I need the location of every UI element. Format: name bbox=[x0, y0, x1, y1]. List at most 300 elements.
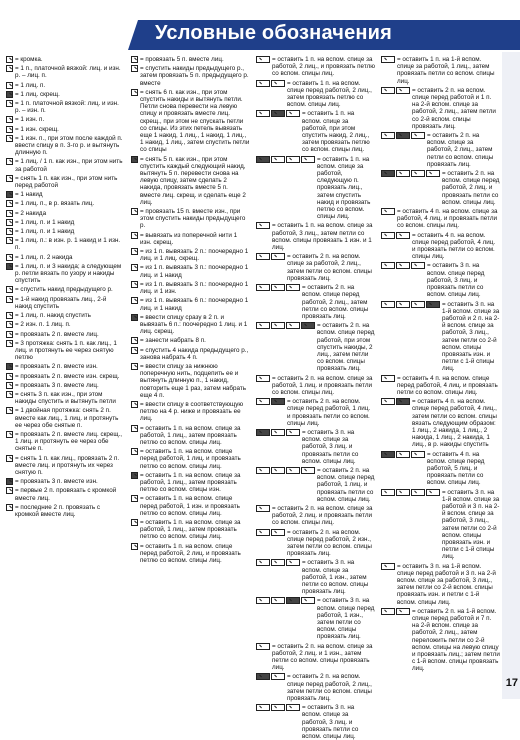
stitch-cell-icon bbox=[256, 110, 270, 117]
legend-entry bbox=[131, 56, 250, 63]
legend-entry-text: = оставить 3 п. на вспом. спице перед работой, 1 изн., затем петли со вспом. спицы провязать лиц. bbox=[317, 597, 375, 641]
legend-entry bbox=[6, 391, 125, 405]
stitch-symbol-icon bbox=[256, 467, 315, 474]
stitch-symbol-icon bbox=[381, 232, 410, 239]
legend-entry-text: = из 1 п. вывязать 6 п.: поочередно 1 лиц. и 1 накид bbox=[140, 297, 249, 312]
stitch-cell-icon bbox=[6, 237, 13, 244]
legend-entry-text: = 1 лиц. п. bbox=[15, 81, 46, 89]
legend-entry bbox=[6, 504, 125, 518]
legend-entry-text: = из 1 п. вывязать 3 п.: поочередно 1 лиц. и 1 накид bbox=[140, 264, 249, 279]
stitch-cell-icon bbox=[301, 467, 315, 474]
stitch-cell-icon bbox=[286, 704, 300, 711]
legend-entry-text: = ввести спицу в соответствующую петлю на 4 р. ниже и провязать ее лиц. bbox=[140, 400, 244, 423]
stitch-cell-icon bbox=[256, 398, 270, 405]
legend-entry bbox=[256, 673, 375, 702]
legend-entry-text: = 3 протяжка: снять 1 п. как лиц., 1 лиц. и протянуть ее через снятую петлю bbox=[15, 339, 117, 362]
stitch-symbol-icon bbox=[381, 563, 395, 570]
legend-entry bbox=[131, 156, 250, 206]
stitch-symbol-icon bbox=[6, 116, 13, 123]
stitch-cell-icon bbox=[6, 431, 13, 438]
stitch-cell-icon bbox=[6, 210, 13, 217]
legend-entry-text: = оставить 4 п. на вспом. спице перед работой, 4 лиц., затем петли со вспом. спицы вязать следующим образом: 1 лиц., 2 накида, 1 лиц., 2 накида, 1 лиц., 2 накида, 1 лиц., в р. накиды спустить bbox=[412, 398, 497, 449]
stitch-cell-icon bbox=[396, 87, 410, 94]
stitch-cell-icon bbox=[396, 232, 410, 239]
legend-entry-text: = последние 2 п. провязать с кромкой вместе лиц. bbox=[15, 503, 101, 518]
legend-entry bbox=[6, 340, 125, 362]
stitch-cell-icon bbox=[256, 559, 270, 566]
stitch-cell-icon bbox=[131, 281, 138, 288]
legend-entry-text: = оставить 3 п. на 1-й вспом. спице за работой и 2 п. на 2-й вспом. спице за работой, 3 лиц., затем петли со 2-й вспом. спицы провязать изн. и петли с 1-й спицы лиц. bbox=[442, 300, 500, 373]
stitch-symbol-icon bbox=[6, 373, 13, 380]
stitch-symbol-icon bbox=[256, 284, 300, 291]
stitch-cell-icon bbox=[271, 597, 285, 604]
stitch-symbol-icon bbox=[6, 312, 13, 319]
legend-entry-text: = 1 п., платочной вязкой: лиц. и изн. р. – лиц. п. bbox=[15, 65, 121, 80]
stitch-symbol-icon bbox=[381, 375, 395, 382]
stitch-cell-icon bbox=[301, 156, 315, 163]
stitch-symbol-icon bbox=[256, 110, 300, 117]
legend-entry-text: = занести набрать 8 п. bbox=[140, 337, 206, 345]
stitch-symbol-icon bbox=[256, 375, 270, 382]
legend-entry bbox=[381, 489, 500, 561]
stitch-cell-icon bbox=[6, 175, 13, 182]
legend-entry bbox=[381, 56, 500, 85]
stitch-cell-icon bbox=[396, 262, 410, 269]
legend-entry bbox=[256, 597, 375, 640]
stitch-cell-icon bbox=[6, 382, 13, 389]
legend-entry bbox=[256, 156, 375, 221]
legend-entry bbox=[256, 110, 375, 153]
legend-entry bbox=[381, 208, 500, 230]
legend-entry-text: = оставить 4 п. на вспом. спице перед работой, 4 лиц. и провязать петли со вспом. спицы лиц. bbox=[397, 374, 498, 396]
stitch-symbol-icon bbox=[6, 65, 13, 72]
stitch-cell-icon bbox=[6, 135, 13, 142]
legend-entry bbox=[131, 363, 250, 399]
stitch-cell-icon bbox=[396, 608, 410, 615]
stitch-symbol-icon bbox=[131, 264, 138, 271]
legend-column-4 bbox=[381, 56, 500, 696]
legend-entry-text: = оставить 3 п. на вспом. спице за работой, 1 изн., затем петли со вспом. спицы провязать лиц. bbox=[302, 559, 369, 596]
legend-entry-text: = оставить 4 п. на вспом. спице перед работой, 4 лиц. и провязать петли со вспом. спицы лиц. bbox=[412, 231, 496, 261]
stitch-symbol-icon bbox=[381, 132, 425, 139]
legend-entry bbox=[131, 297, 250, 311]
legend-entry-text: = спустить накид предыдущего р. bbox=[15, 286, 113, 294]
legend-entry bbox=[6, 200, 125, 207]
stitch-cell-icon bbox=[6, 296, 13, 303]
legend-entry-text: = оставить 2 п. на вспом. спице за работой, 2 лиц. и 1 изн., затем петли со вспом. спицы провязать лиц. bbox=[272, 642, 373, 672]
stitch-symbol-icon bbox=[256, 222, 270, 229]
legend-entry-text: = оставить 2 п. на вспом. спице перед работой, при этом спустить накиды, 2 лиц., затем петли со вспом. спицы провязать лиц. bbox=[317, 322, 375, 373]
stitch-cell-icon bbox=[256, 284, 270, 291]
stitch-symbol-icon bbox=[6, 382, 13, 389]
legend-entry-text: = провязать 3 п. вместе лиц. bbox=[15, 381, 99, 389]
legend-entry-text: = снять 1 п. как лиц., провязать 2 п. вместе лиц. и протянуть их через снятую п. bbox=[15, 454, 120, 476]
legend-entry bbox=[6, 82, 125, 89]
stitch-cell-icon bbox=[6, 126, 13, 133]
legend-entry-text: = 2 изн. п. 1 лиц. п. bbox=[15, 321, 71, 329]
legend-entry-text: = оставить 1 п. на вспом. спице за работой, 2 лиц., и провязать петлю со вспом. спицы лиц. bbox=[272, 56, 375, 78]
legend-entry-text: = оставить 3 п. на вспом. спице за работой, 3 лиц. и провязать петли со вспом. спицы лиц. bbox=[302, 704, 359, 740]
legend-entry bbox=[256, 529, 375, 558]
page-sidebar bbox=[502, 52, 520, 699]
stitch-symbol-icon bbox=[256, 253, 285, 260]
stitch-symbol-icon bbox=[6, 237, 13, 244]
legend-entry bbox=[6, 210, 125, 217]
legend-entry-text: = 2 накида bbox=[15, 209, 47, 217]
stitch-symbol-icon bbox=[6, 191, 13, 198]
legend-entry-text: = оставить 1 п. на 1-й вспом. спице за работой, 1 лиц., затем провязать петли со вспом. спицы лиц. bbox=[397, 56, 495, 85]
stitch-cell-icon bbox=[256, 643, 270, 650]
stitch-cell-icon bbox=[396, 301, 410, 308]
legend-entry bbox=[131, 347, 250, 361]
stitch-cell-icon bbox=[381, 170, 395, 177]
stitch-symbol-icon bbox=[131, 297, 138, 304]
legend-content bbox=[6, 56, 500, 740]
legend-entry bbox=[131, 264, 250, 278]
legend-entry bbox=[6, 191, 125, 198]
stitch-symbol-icon bbox=[381, 489, 440, 496]
stitch-cell-icon bbox=[426, 489, 440, 496]
legend-entry bbox=[6, 100, 125, 114]
legend-entry bbox=[6, 321, 125, 328]
legend-entry-text: = ввести спицу за нижнюю поперечную нить, подцепить ее и вытянуть длинную п., 1 накид, повторить еще 1 раз, затем набрать еще 4 п. bbox=[140, 362, 247, 399]
stitch-cell-icon bbox=[6, 91, 13, 98]
legend-entry-text: = кромка. bbox=[15, 56, 43, 63]
legend-entry-text: = 1 лиц. п., в р. вязать лиц. bbox=[15, 200, 95, 208]
legend-entry-text: = 1 лиц. скрещ. bbox=[15, 90, 60, 98]
stitch-symbol-icon bbox=[381, 451, 425, 458]
legend-entry bbox=[6, 296, 125, 310]
legend-entry-text: = оставить 4 п. на вспом. спице перед работой, 5 лиц. и провязать петли со вспом. спицы лиц. bbox=[427, 450, 485, 487]
stitch-symbol-icon bbox=[256, 505, 270, 512]
legend-entry bbox=[381, 262, 500, 298]
legend-entry-text: = оставить 1 п. на вспом. спице за работой, 1 лиц., затем провязать петлю со вспом. спицы изн. bbox=[140, 471, 241, 494]
legend-entry-text: = оставить 2 п. на вспом. спице перед работой, 1 лиц. и провязать петли со вспом. спицы лиц. bbox=[317, 466, 375, 503]
stitch-cell-icon bbox=[286, 322, 300, 329]
legend-entry-text: = 1 лиц. п. и 1 накид bbox=[15, 228, 75, 236]
stitch-cell-icon bbox=[6, 455, 13, 462]
stitch-symbol-icon bbox=[131, 425, 138, 432]
legend-entry bbox=[256, 398, 375, 427]
stitch-cell-icon bbox=[131, 495, 138, 502]
stitch-symbol-icon bbox=[131, 337, 138, 344]
legend-entry bbox=[6, 373, 125, 380]
stitch-cell-icon bbox=[381, 301, 395, 308]
legend-entry bbox=[131, 232, 250, 246]
stitch-cell-icon bbox=[271, 322, 285, 329]
stitch-cell-icon bbox=[426, 301, 440, 308]
legend-entry-text: = 1 лиц. п.: в изн. р. 1 накид и 1 изн. п. bbox=[15, 237, 121, 252]
stitch-cell-icon bbox=[256, 222, 270, 229]
stitch-symbol-icon bbox=[6, 82, 13, 89]
stitch-cell-icon bbox=[256, 673, 270, 680]
legend-entry-text: = оставить 1 п. на вспом. спице перед работой, 1 лиц. и провязать петлю со вспом. спицы лиц. bbox=[140, 448, 241, 470]
legend-entry-text: = провязать 5 п. вместе лиц. bbox=[140, 56, 224, 63]
stitch-symbol-icon bbox=[131, 448, 138, 455]
stitch-symbol-icon bbox=[131, 208, 138, 215]
stitch-cell-icon bbox=[301, 597, 315, 604]
legend-entry bbox=[6, 254, 125, 261]
legend-entry-text: = провязать 2 п. вместе лиц. скрещ., 1 лиц. и протянуть ее через обе снятые п. bbox=[15, 430, 123, 453]
stitch-cell-icon bbox=[131, 232, 138, 239]
stitch-symbol-icon bbox=[256, 322, 315, 329]
legend-entry bbox=[256, 322, 375, 372]
stitch-cell-icon bbox=[381, 208, 395, 215]
stitch-cell-icon bbox=[131, 425, 138, 432]
stitch-symbol-icon bbox=[381, 608, 410, 615]
stitch-cell-icon bbox=[6, 407, 13, 414]
legend-entry bbox=[6, 407, 125, 429]
stitch-cell-icon bbox=[256, 467, 270, 474]
legend-entry-text: = 1 изн. п., при этом после каждой п. ввести спицу в п. 3-го р. и вытянуть длинную п. bbox=[15, 134, 123, 157]
stitch-cell-icon bbox=[256, 156, 270, 163]
legend-entry bbox=[256, 56, 375, 78]
legend-entry bbox=[6, 65, 125, 79]
stitch-cell-icon bbox=[381, 262, 395, 269]
stitch-cell-icon bbox=[271, 110, 285, 117]
legend-entry-text: = оставить 3 п. на вспом. спице перед работой, 3 лиц. и провязать петли со вспом. спицы лиц. bbox=[427, 262, 485, 299]
stitch-symbol-icon bbox=[131, 314, 138, 321]
stitch-symbol-icon bbox=[6, 200, 13, 207]
stitch-symbol-icon bbox=[131, 495, 138, 502]
stitch-symbol-icon bbox=[131, 472, 138, 479]
legend-entry-text: = оставить 2 п. на 1-й вспом. спице перед работой и 7 п. на 2-й вспом. спице за работой, 2 лиц., затем переложить петли со 2-й вспом. спицы на левую спицу и провязать лиц.; затем петли с 1-й вспом. спицы провязать лиц. bbox=[412, 607, 500, 673]
stitch-cell-icon bbox=[6, 191, 13, 198]
stitch-cell-icon bbox=[271, 673, 285, 680]
legend-entry bbox=[381, 563, 500, 606]
legend-entry-text: = 1 изн. скрещ. bbox=[15, 125, 59, 133]
stitch-symbol-icon bbox=[131, 232, 138, 239]
legend-entry bbox=[6, 135, 125, 157]
stitch-symbol-icon bbox=[256, 156, 315, 163]
stitch-cell-icon bbox=[6, 65, 13, 72]
legend-entry bbox=[6, 363, 125, 370]
legend-entry bbox=[131, 495, 250, 517]
stitch-symbol-icon bbox=[6, 504, 13, 511]
legend-entry bbox=[131, 401, 250, 423]
stitch-cell-icon bbox=[381, 489, 395, 496]
stitch-cell-icon bbox=[6, 478, 13, 485]
stitch-symbol-icon bbox=[131, 519, 138, 526]
stitch-cell-icon bbox=[6, 254, 13, 261]
legend-entry-text: = провязать 3 п. вместе изн. bbox=[15, 478, 98, 486]
stitch-cell-icon bbox=[301, 322, 315, 329]
stitch-cell-icon bbox=[6, 263, 13, 270]
stitch-symbol-icon bbox=[131, 156, 138, 163]
stitch-symbol-icon bbox=[6, 363, 13, 370]
legend-entry bbox=[131, 543, 250, 565]
legend-entry bbox=[381, 170, 500, 206]
stitch-cell-icon bbox=[396, 398, 410, 405]
stitch-symbol-icon bbox=[6, 286, 13, 293]
stitch-cell-icon bbox=[131, 56, 138, 63]
stitch-symbol-icon bbox=[6, 56, 13, 63]
legend-entry-text: = оставить 2 п. на вспом. спице за работой, 2 лиц. и провязать петли со вспом. спицы лиц. bbox=[272, 504, 373, 527]
stitch-cell-icon bbox=[396, 132, 410, 139]
legend-entry-text: = первые 2 п. провязать с кромкой вместе лиц. bbox=[15, 487, 117, 502]
stitch-cell-icon bbox=[256, 80, 270, 87]
stitch-cell-icon bbox=[381, 56, 395, 63]
stitch-cell-icon bbox=[426, 170, 440, 177]
legend-entry-text: = оставить 2 п. на вспом. спице за работой, 1 лиц. и провязать петли со вспом. спицы лиц. bbox=[272, 374, 373, 396]
stitch-cell-icon bbox=[131, 472, 138, 479]
legend-entry bbox=[256, 253, 375, 282]
stitch-symbol-icon bbox=[256, 56, 270, 63]
stitch-symbol-icon bbox=[131, 89, 138, 96]
legend-entry bbox=[6, 331, 125, 338]
stitch-cell-icon bbox=[6, 321, 13, 328]
legend-entry bbox=[131, 448, 250, 470]
legend-entry-text: = оставить 2 п. на вспом. спице перед работой, 2 изн., затем петли со вспом. спицы провязать лиц. bbox=[287, 528, 372, 558]
stitch-symbol-icon bbox=[381, 208, 395, 215]
legend-entry-text: = 1 лиц. п. накид спустить bbox=[15, 312, 91, 320]
stitch-cell-icon bbox=[381, 608, 395, 615]
legend-entry bbox=[131, 314, 250, 336]
legend-entry bbox=[381, 301, 500, 373]
stitch-cell-icon bbox=[381, 232, 395, 239]
legend-entry-text: = оставить 1 п. на вспом. спице за работой, 3 лиц., затем петли со вспом. спицы провязать 1 изн. и 1 лиц. bbox=[272, 222, 373, 252]
stitch-symbol-icon bbox=[256, 643, 270, 650]
stitch-cell-icon bbox=[6, 82, 13, 89]
legend-entry bbox=[6, 158, 125, 172]
legend-entry bbox=[6, 237, 125, 251]
stitch-cell-icon bbox=[396, 489, 410, 496]
legend-entry bbox=[131, 519, 250, 541]
legend-entry-text: = оставить 1 п. на вспом. спице перед работой, 2 лиц., затем провязать петлю со вспом. спицы лиц. bbox=[287, 79, 372, 109]
stitch-cell-icon bbox=[6, 286, 13, 293]
legend-entry bbox=[6, 286, 125, 293]
legend-entry bbox=[256, 375, 375, 397]
legend-entry-text: = 1 лиц. п. и 3 накида; а следующем р. петли вязать по узору и накиды спустить bbox=[15, 262, 122, 285]
stitch-cell-icon bbox=[286, 110, 300, 117]
stitch-cell-icon bbox=[256, 597, 270, 604]
legend-entry bbox=[381, 232, 500, 261]
stitch-cell-icon bbox=[6, 363, 13, 370]
legend-entry bbox=[381, 608, 500, 673]
stitch-cell-icon bbox=[256, 253, 270, 260]
stitch-symbol-icon bbox=[6, 407, 13, 414]
stitch-cell-icon bbox=[271, 398, 285, 405]
stitch-cell-icon bbox=[6, 100, 13, 107]
legend-entry bbox=[131, 65, 250, 87]
stitch-symbol-icon bbox=[381, 170, 440, 177]
legend-entry-text: = оставить 1 п. на вспом. спице за работой, при этом спустить накид, 2 лиц., затем провязать петлю со вспом. спицы лиц. bbox=[302, 110, 370, 154]
stitch-cell-icon bbox=[381, 398, 395, 405]
stitch-symbol-icon bbox=[6, 391, 13, 398]
stitch-cell-icon bbox=[131, 347, 138, 354]
stitch-cell-icon bbox=[286, 467, 300, 474]
stitch-cell-icon bbox=[256, 704, 270, 711]
legend-entry bbox=[6, 175, 125, 189]
stitch-cell-icon bbox=[411, 132, 425, 139]
legend-entry bbox=[6, 455, 125, 477]
stitch-cell-icon bbox=[271, 529, 285, 536]
stitch-symbol-icon bbox=[6, 91, 13, 98]
stitch-symbol-icon bbox=[6, 175, 13, 182]
legend-entry-text: = оставить 3 п. на вспом. спице за работой, 3 лиц. и провязать петли со вспом. спицы лиц. bbox=[302, 428, 359, 465]
stitch-cell-icon bbox=[131, 363, 138, 370]
stitch-symbol-icon bbox=[381, 262, 425, 269]
legend-entry-text: = провязать 2 п. вместе изн. bbox=[15, 363, 98, 371]
legend-entry bbox=[381, 87, 500, 130]
stitch-cell-icon bbox=[381, 451, 395, 458]
stitch-cell-icon bbox=[286, 559, 300, 566]
legend-entry bbox=[6, 126, 125, 133]
stitch-symbol-icon bbox=[256, 529, 285, 536]
stitch-cell-icon bbox=[271, 559, 285, 566]
stitch-symbol-icon bbox=[131, 65, 138, 72]
stitch-symbol-icon bbox=[6, 219, 13, 226]
stitch-cell-icon bbox=[6, 200, 13, 207]
legend-column-1 bbox=[6, 56, 125, 696]
legend-entry-text: = оставить 3 п. на 1-й вспом. спице за работой и 3 п. на 2-й вспом. спице за работой, 3 лиц., затем петли со 2-й вспом. спицы провязать изн. и петли с 1-й спицы лиц. bbox=[442, 488, 500, 561]
legend-entry bbox=[131, 248, 250, 262]
stitch-cell-icon bbox=[6, 56, 13, 63]
legend-entry-text: = оставить 1 п. на вспом. спице за работой, 1 лиц., затем провязать петлю со вспом. спицы лиц. bbox=[140, 424, 241, 446]
stitch-cell-icon bbox=[131, 543, 138, 550]
stitch-cell-icon bbox=[6, 373, 13, 380]
legend-entry bbox=[6, 478, 125, 485]
legend-entry bbox=[256, 467, 375, 503]
legend-entry-text: = 1-й накид провязать лиц., 2-й накид спустить bbox=[15, 295, 107, 310]
legend-entry-text: = оставить 1 п. на вспом. спице за работой, 1 лиц., затем провязать петлю со вспом. спицы лиц. bbox=[140, 518, 241, 541]
stitch-symbol-icon bbox=[131, 543, 138, 550]
stitch-cell-icon bbox=[131, 248, 138, 255]
legend-entry-text: = 1 лиц. / 1 п. как изн., при этом нить за работой bbox=[15, 158, 123, 173]
stitch-symbol-icon bbox=[381, 301, 440, 308]
legend-entry bbox=[381, 132, 500, 168]
stitch-symbol-icon bbox=[256, 704, 300, 711]
stitch-cell-icon bbox=[131, 297, 138, 304]
legend-entry bbox=[131, 472, 250, 494]
stitch-cell-icon bbox=[131, 401, 138, 408]
stitch-cell-icon bbox=[131, 208, 138, 215]
legend-entry-text: = снять 5 п. как изн., при этом спустить каждый следующий накид, вытянуть 5 п. перевести снова на левую спицу, затем сделать 2 накида, провязать вместе 5 п. вместе лиц. скрещ. и сделать еще 2 лиц. bbox=[140, 155, 246, 206]
stitch-cell-icon bbox=[381, 375, 395, 382]
stitch-cell-icon bbox=[271, 253, 285, 260]
legend-entry bbox=[6, 219, 125, 226]
stitch-cell-icon bbox=[6, 504, 13, 511]
stitch-cell-icon bbox=[411, 301, 425, 308]
stitch-cell-icon bbox=[411, 262, 425, 269]
stitch-cell-icon bbox=[131, 448, 138, 455]
stitch-cell-icon bbox=[256, 375, 270, 382]
legend-entry-text: = из 1 п. вывязать 2 п.: поочередно 1 лиц. и 1 лиц. скрещ. bbox=[140, 248, 249, 263]
legend-entry-text: = оставить 2 п. на вспом. спице за работой, 2 лиц., затем петли со вспом. спицы провязать лиц. bbox=[287, 253, 372, 282]
stitch-symbol-icon bbox=[131, 363, 138, 370]
stitch-cell-icon bbox=[256, 505, 270, 512]
legend-entry bbox=[256, 222, 375, 251]
stitch-cell-icon bbox=[256, 429, 270, 436]
legend-entry bbox=[131, 425, 250, 447]
stitch-symbol-icon bbox=[131, 401, 138, 408]
stitch-cell-icon bbox=[271, 80, 285, 87]
legend-entry-text: = 1 двойная протяжка: снять 2 п. вместе как лиц., 1 лиц. и протянуть ее через обе снятые п. bbox=[15, 407, 119, 429]
stitch-cell-icon bbox=[411, 170, 425, 177]
stitch-cell-icon bbox=[411, 489, 425, 496]
stitch-cell-icon bbox=[131, 337, 138, 344]
legend-entry bbox=[131, 208, 250, 230]
stitch-symbol-icon bbox=[256, 429, 300, 436]
stitch-symbol-icon bbox=[381, 56, 395, 63]
stitch-cell-icon bbox=[411, 451, 425, 458]
legend-entry bbox=[381, 451, 500, 487]
legend-entry-text: = снять 1 п. как изн., при этом нить перед работой bbox=[15, 174, 118, 190]
stitch-symbol-icon bbox=[131, 347, 138, 354]
legend-entry-text: = оставить 3 п. на 1-й вспом. спице перед работой и 3 п. на 2-й вспом. спице за работой, 3 лиц., затем петли со 2-й вспом. спицы провязать изн. и петли с 1-й вспом. спицы лиц. bbox=[397, 562, 496, 606]
legend-entry-text: = снять 3 п. как изн., при этом накиды спустить и вытянуть петли bbox=[15, 390, 116, 406]
stitch-symbol-icon bbox=[6, 455, 13, 462]
